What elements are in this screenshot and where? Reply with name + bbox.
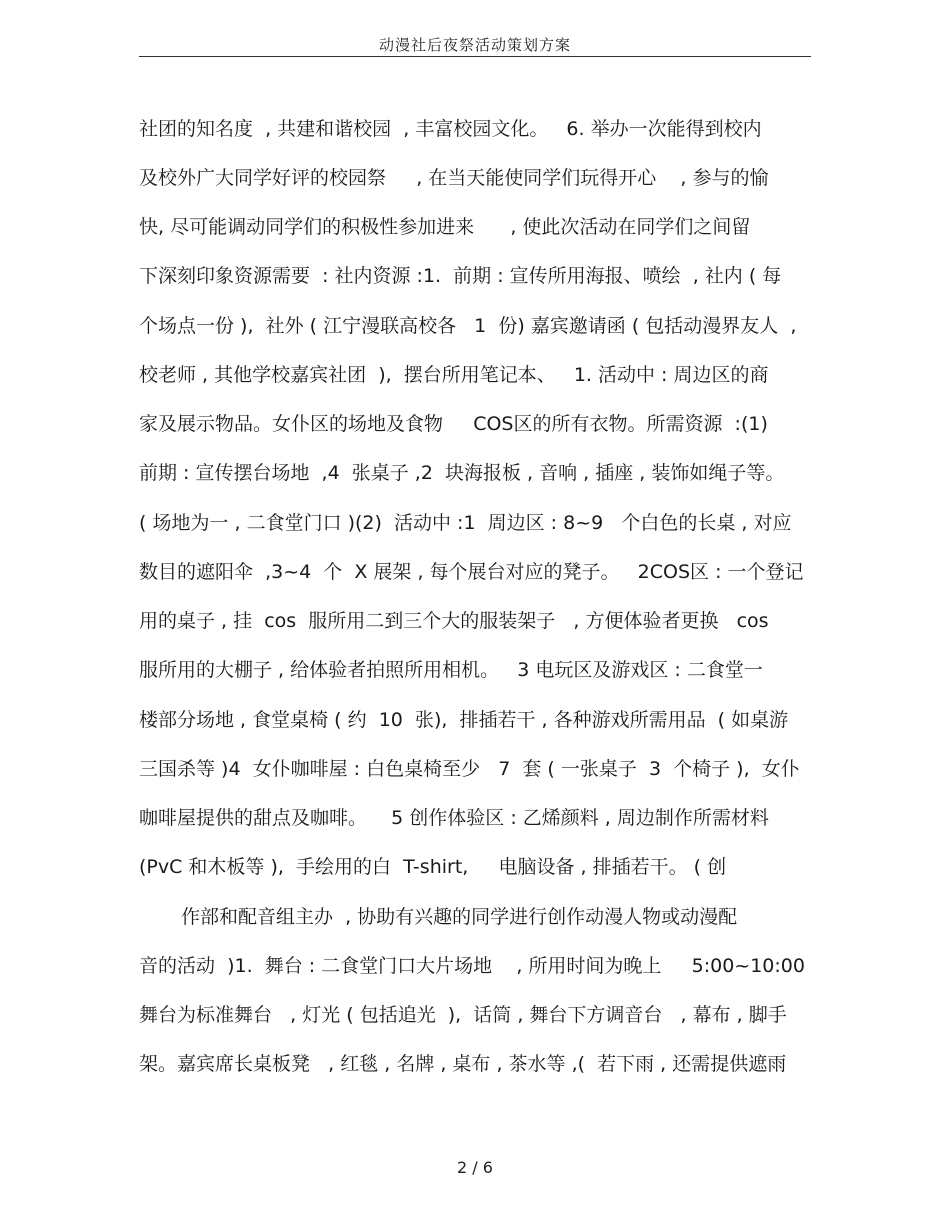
text-line-9: ( 场地为一 , 二食堂门口 )(2) 活动中 :1 周边区 : 8~9 个白色的长桌 , 对应 xyxy=(139,512,792,534)
text-line-19: 舞台为标准舞台 , 灯光 ( 包括追光 ), 话筒 , 舞台下方调音台 , 幕布 , 脚手 xyxy=(139,1004,787,1026)
page-number: 2 / 6 xyxy=(457,1158,493,1177)
text-line-16: (PvC 和木板等 ), 手绘用的白 T-shirt, 电脑设备 , 排插若干。 ( 创 xyxy=(139,856,727,878)
text-line-14: 三国杀等 )4 女仆咖啡屋 : 白色桌椅至少 7 套 ( 一张桌子 3 个椅子 ), 女仆 xyxy=(139,758,800,780)
text-line-13: 楼部分场地 , 食堂桌椅 ( 约 10 张), 排插若干 , 各种游戏所需用品 ( 如桌游 xyxy=(139,709,789,731)
text-line-15: 咖啡屋提供的甜点及咖啡。 5 创作体验区 : 乙烯颜料 , 周边制作所需材料 xyxy=(139,807,769,829)
text-line-8: 前期 : 宣传摆台场地 ,4 张桌子 ,2 块海报板 , 音响 , 插座 , 装饰如绳子等。 xyxy=(139,462,785,484)
page-header-title: 动漫社后夜祭活动策划方案 xyxy=(378,36,571,54)
text-line-4: 下深刻印象资源需要 : 社内资源 :1. 前期 : 宣传所用海报、喷绘 , 社内 ( 每 xyxy=(139,265,782,287)
text-line-11: 用的桌子 , 挂 cos 服所用二到三个大的服装架子 , 方便体验者更换 cos xyxy=(139,610,769,632)
text-line-17: 作部和配音组主办 , 协助有兴趣的同学进行创作动漫人物或动漫配 xyxy=(181,906,738,928)
text-line-20: 架。嘉宾席长桌板凳 , 红毯 , 名牌 , 桌布 , 茶水等 ,( 若下雨 , 还需提供遮雨 xyxy=(139,1053,787,1075)
text-line-1: 社团的知名度 , 共建和谐校园 , 丰富校园文化。 6. 举办一次能得到校内 xyxy=(139,118,762,140)
text-line-6: 校老师 , 其他学校嘉宾社团 ), 摆台所用笔记本、 1. 活动中 : 周边区的商 xyxy=(139,364,769,386)
text-line-10: 数目的遮阳伞 ,3~4 个 X 展架 , 每个展台对应的凳子。 2COS区 : 一个登记 xyxy=(139,561,804,583)
text-line-18: 音的活动 )1. 舞台 : 二食堂门口大片场地 , 所用时间为晚上 5:00~10:00 xyxy=(139,955,805,977)
text-line-3: 快, 尽可能调动同学们的积极性参加进来 , 使此次活动在同学们之间留 xyxy=(139,216,751,238)
text-line-12: 服所用的大棚子 , 给体验者拍照所用相机。 3 电玩区及游戏区 : 二食堂一 xyxy=(139,659,763,681)
text-line-7: 家及展示物品。女仆区的场地及食物 COS区的所有衣物。所需资源 :(1) xyxy=(139,413,768,435)
text-line-5: 个场点一份 ), 社外 ( 江宁漫联高校各 1 份) 嘉宾邀请函 ( 包括动漫界友人 , xyxy=(139,315,797,337)
text-line-2: 及校外广大同学好评的校园祭 , 在当天能使同学们玩得开心 , 参与的愉 xyxy=(139,167,769,189)
